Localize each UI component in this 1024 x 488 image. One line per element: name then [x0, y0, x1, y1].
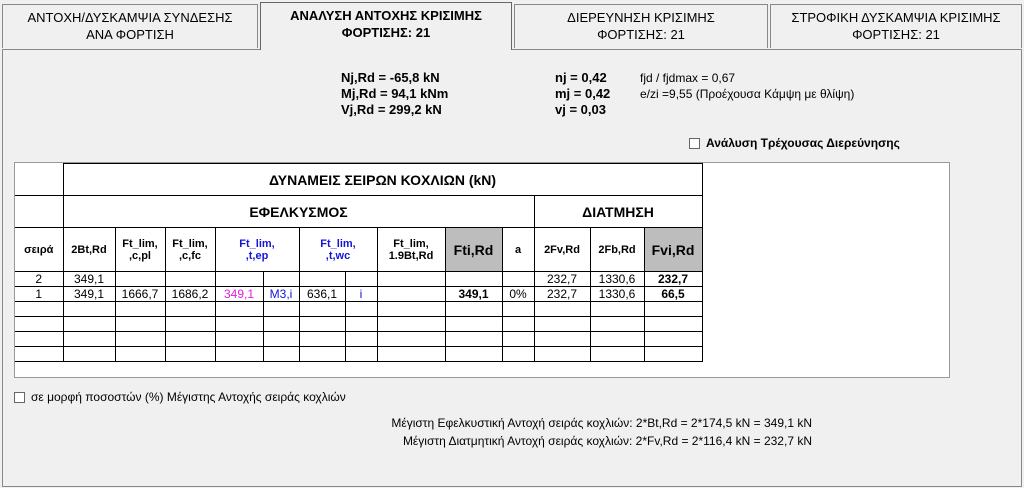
nj-value: nj = 0,42	[555, 70, 607, 85]
col-ft-c-fc	[165, 228, 215, 272]
table-title: ΔΥΝΑΜΕΙΣ ΣΕΙΡΩΝ ΚΟΧΛΙΩΝ (kN)	[63, 164, 702, 196]
cell-ftwc-tag: i	[345, 287, 377, 302]
cell-fti: 349,1	[445, 287, 502, 302]
current-analysis-checkbox[interactable]	[689, 136, 900, 150]
col-text: ,c,pl	[128, 249, 151, 262]
col-a: a	[502, 228, 534, 272]
percent-checkbox[interactable]	[14, 390, 346, 404]
ratio-values	[555, 70, 610, 118]
cell-ftep-tag: M3,i	[263, 287, 299, 302]
cell-ft19	[377, 272, 445, 287]
checkbox-label: Ανάλυση Τρέχουσας Διερεύνησης	[706, 136, 900, 150]
cell-bt: 349,1	[63, 272, 115, 287]
col-ft-c-pl	[115, 228, 165, 272]
tab-rotational-stiffness[interactable]	[770, 4, 1022, 48]
tab-label: ΑΝΑ ΦΟΡΤΙΣΗ	[86, 27, 174, 42]
resistance-values	[341, 70, 448, 118]
tension-header: ΕΦΕΛΚΥΣΜΟΣ	[63, 196, 534, 228]
col-ft-19bt	[377, 228, 445, 272]
tab-label: ΦΟΡΤΙΣΗΣ: 21	[341, 25, 431, 40]
cell-ftfc: 1686,2	[165, 287, 215, 302]
vj-value: vj = 0,03	[555, 102, 606, 117]
cell-ftep: 349,1	[215, 287, 263, 302]
cell-fb: 1330,6	[590, 272, 644, 287]
tab-label: ΣΤΡΟΦΙΚΗ ΔΥΣΚΑΜΨΙΑ ΚΡΙΣΙΜΗΣ	[791, 10, 1001, 25]
cell-fvi: 232,7	[644, 272, 702, 287]
table-row[interactable]	[15, 272, 702, 287]
tab-bar	[0, 0, 1024, 50]
tab-critical-investigation[interactable]	[514, 4, 768, 48]
checkbox-box[interactable]	[689, 138, 700, 149]
tab-label: ΦΟΡΤΙΣΗΣ: 21	[597, 27, 685, 42]
col-text: Ft_lim,	[393, 237, 429, 250]
max-tension-info: Μέγιστη Εφελκυστική Αντοχή σειράς κοχλιών: 2*Bt,Rd = 2*174,5 kN = 349,1 kN	[391, 416, 812, 430]
cell-fb: 1330,6	[590, 287, 644, 302]
col-bt: 2Bt,Rd	[63, 228, 115, 272]
col-text: ,t,wc	[325, 249, 351, 262]
cell-bt: 349,1	[63, 287, 115, 302]
table-row-empty[interactable]	[15, 302, 702, 317]
mj-rd-value: Mj,Rd = 94,1 kNm	[341, 86, 449, 101]
cell-fv: 232,7	[534, 272, 590, 287]
col-text: ,t,ep	[245, 249, 269, 262]
cell-ftpl: 1666,7	[115, 287, 165, 302]
col-text: Ft_lim,	[239, 237, 275, 250]
col-text: Ft_lim,	[122, 237, 158, 250]
table-row-empty[interactable]	[15, 347, 702, 362]
bolt-row-forces-table	[15, 163, 703, 362]
cell-ft19	[377, 287, 445, 302]
col-fvi-rd: Fvi,Rd	[644, 228, 702, 272]
table-row[interactable]	[15, 287, 702, 302]
col-text: Ft_lim,	[172, 237, 208, 250]
cell-ftwc	[299, 272, 345, 287]
tab-connection-resistance[interactable]	[2, 4, 258, 48]
col-fb: 2Fb,Rd	[590, 228, 644, 272]
cell-a: 0%	[502, 287, 534, 302]
nj-rd-value: Nj,Rd = -65,8 kN	[341, 70, 440, 85]
tab-label: ΔΙΕΡΕΥΝΗΣΗ ΚΡΙΣΙΜΗΣ	[567, 10, 715, 25]
shear-header: ΔΙΑΤΜΗΣΗ	[534, 196, 702, 228]
cell-a	[502, 272, 534, 287]
col-text: Ft_lim,	[320, 237, 356, 250]
table-row-empty[interactable]	[15, 332, 702, 347]
cell-ftep-tag	[263, 272, 299, 287]
col-text: ,c,fc	[178, 249, 201, 262]
cell-fvi: 66,5	[644, 287, 702, 302]
tab-critical-analysis[interactable]	[260, 2, 512, 50]
eccentricity-note: e/zi =9,55 (Προέχουσα Κάμψη με θλίψη)	[640, 87, 855, 101]
checkbox-box[interactable]	[14, 392, 25, 403]
cell-ftwc: 636,1	[299, 287, 345, 302]
cell-ftpl	[115, 272, 165, 287]
col-fv: 2Fv,Rd	[534, 228, 590, 272]
fjd-ratio: fjd / fjdmax = 0,67	[640, 71, 736, 85]
cell-fv: 232,7	[534, 287, 590, 302]
col-text: 1.9Bt,Rd	[388, 249, 434, 262]
tab-label: ΦΟΡΤΙΣΗΣ: 21	[852, 27, 940, 42]
cell-ftep	[215, 272, 263, 287]
col-ft-t-ep	[215, 228, 299, 272]
table-row-empty[interactable]	[15, 317, 702, 332]
cell-ftfc	[165, 272, 215, 287]
tab-label: ΑΝΑΛΥΣΗ ΑΝΤΟΧΗΣ ΚΡΙΣΙΜΗΣ	[290, 8, 482, 23]
cell-row: 2	[15, 272, 63, 287]
max-shear-info: Μέγιστη Διατμητική Αντοχή σειράς κοχλιών: 2*Fv,Rd = 2*116,4 kN = 232,7 kN	[402, 434, 812, 448]
col-fti-rd: Fti,Rd	[445, 228, 502, 272]
mj-value: mj = 0,42	[555, 86, 611, 101]
cell-ftwc-tag	[345, 272, 377, 287]
bolt-row-forces-grid[interactable]	[14, 162, 950, 378]
cell-row: 1	[15, 287, 63, 302]
cell-fti	[445, 272, 502, 287]
checkbox-label: σε μορφή ποσοστών (%) Μέγιστης Αντοχής σειράς κοχλιών	[31, 390, 346, 404]
col-ft-t-wc	[299, 228, 377, 272]
vj-rd-value: Vj,Rd = 299,2 kN	[341, 102, 442, 117]
col-row: σειρά	[15, 228, 63, 272]
tab-label: ΑΝΤΟΧΗ/ΔΥΣΚΑΜΨΙΑ ΣΥΝΔΕΣΗΣ	[27, 10, 233, 25]
